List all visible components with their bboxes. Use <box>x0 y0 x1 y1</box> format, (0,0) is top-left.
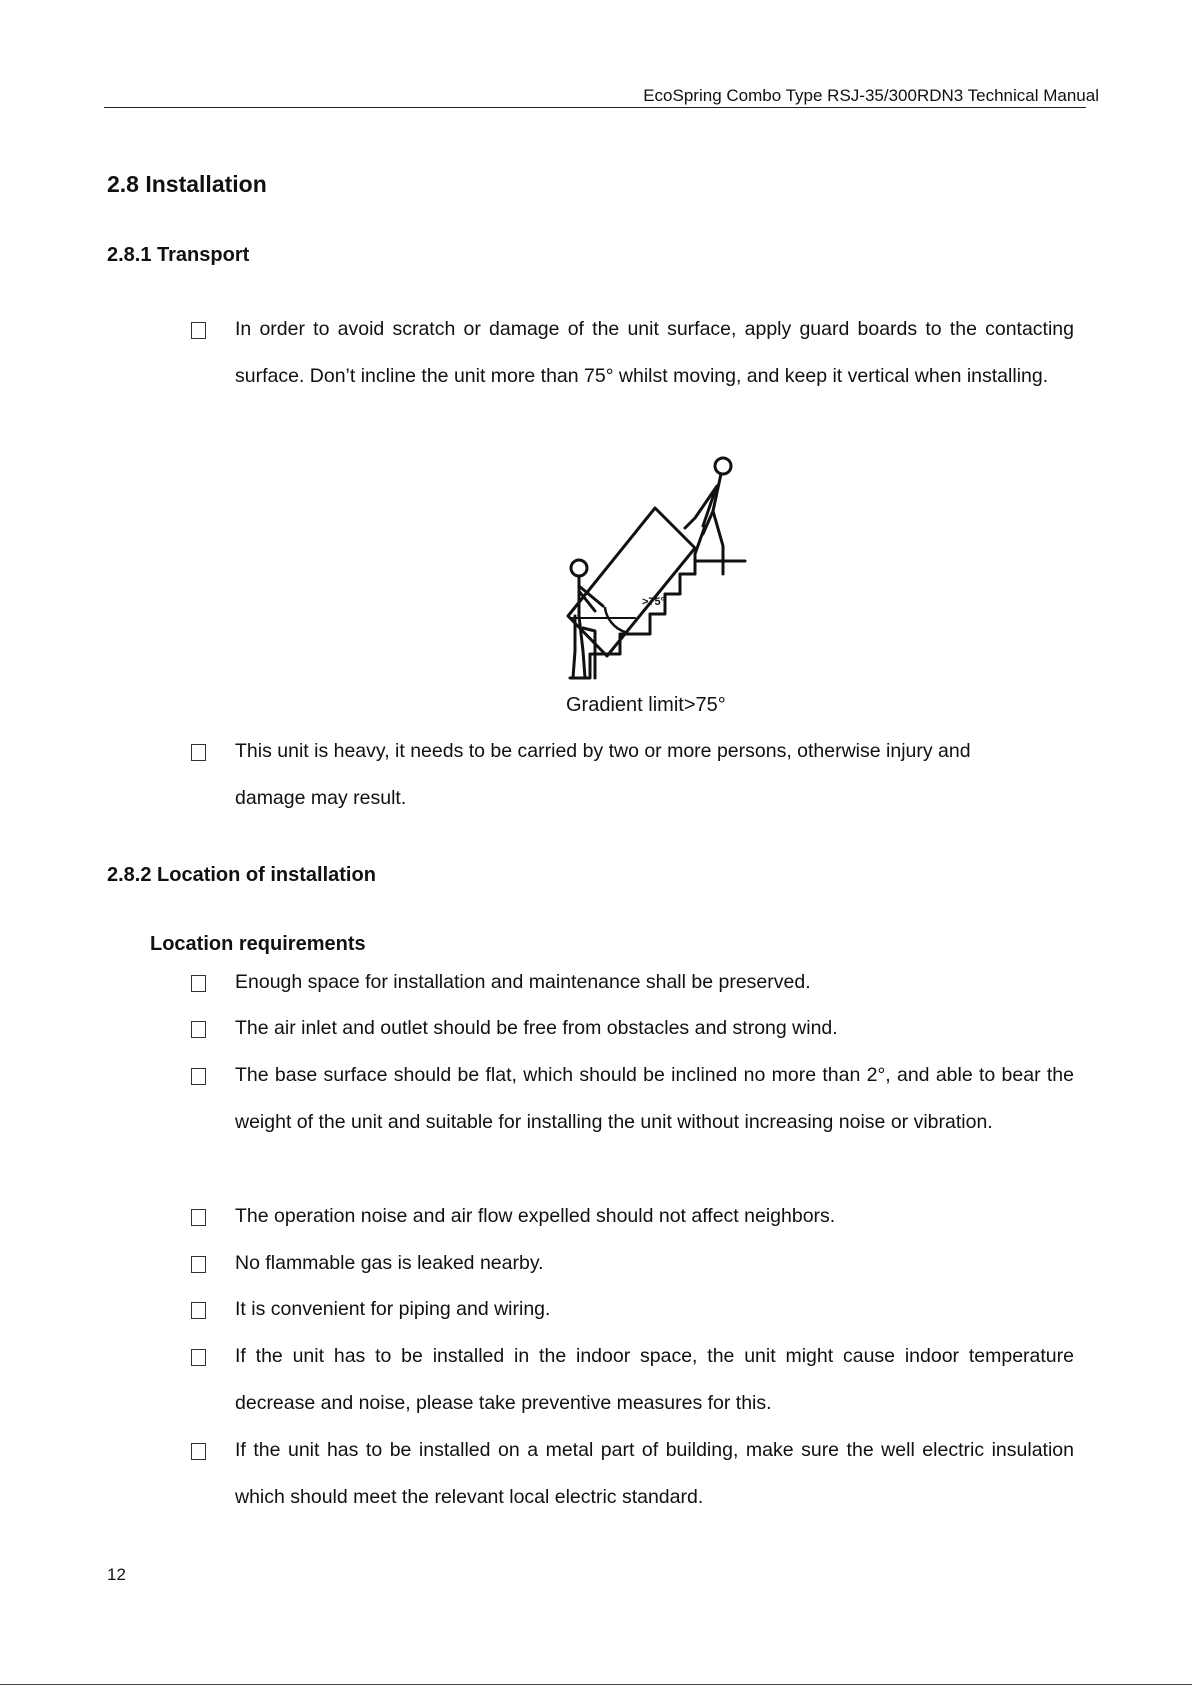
transport-item-2: This unit is heavy, it needs to be carried by two or more persons, otherwise injury and damage may result. <box>235 740 971 809</box>
header-divider <box>104 107 1086 108</box>
location-item-4: The operation noise and air flow expelled should not affect neighbors. <box>235 1205 836 1227</box>
bullet-box-icon <box>191 322 206 339</box>
bullet-box-icon <box>191 1443 206 1460</box>
bullet-box-icon <box>191 975 206 992</box>
section-title: 2.8 Installation <box>107 171 267 197</box>
location-requirements-heading: Location requirements <box>150 933 366 955</box>
location-item-5: No flammable gas is leaked nearby. <box>235 1252 544 1274</box>
bullet-box-icon <box>191 1302 206 1319</box>
bullet-box-icon <box>191 1256 206 1273</box>
bullet-box-icon <box>191 1349 206 1366</box>
svg-text:>75°: >75° <box>642 596 666 608</box>
location-item-1: Enough space for installation and maintenance shall be preserved. <box>235 971 811 993</box>
header-title: EcoSpring Combo Type RSJ-35/300RDN3 Technical Manual <box>643 86 1099 105</box>
bullet-box-icon <box>191 744 206 761</box>
bullet-box-icon <box>191 1068 206 1085</box>
location-item-3: The base surface should be flat, which should be inclined no more than 2°, and able to bear the weight of the unit and suitable for installing the unit without increasing noise or vibration. <box>235 1064 1074 1133</box>
location-item-6: It is convenient for piping and wiring. <box>235 1298 551 1320</box>
transport-heading: 2.8.1 Transport <box>107 244 250 266</box>
location-item-8: If the unit has to be installed on a metal part of building, make sure the well electric insulation which should meet the relevant local electric standard. <box>235 1439 1074 1508</box>
page-number: 12 <box>107 1565 126 1584</box>
angle-label <box>640 590 680 612</box>
location-heading: 2.8.2 Location of installation <box>107 864 376 886</box>
transport-item-1: In order to avoid scratch or damage of the unit surface, apply guard boards to the contacting surface. Don’t incline the unit more than 75° whilst moving, and keep it vertical when installing. <box>235 318 1074 387</box>
bullet-box-icon <box>191 1021 206 1038</box>
bullet-box-icon <box>191 1209 206 1226</box>
figure-caption: Gradient limit>75° <box>566 694 726 716</box>
location-item-2: The air inlet and outlet should be free from obstacles and strong wind. <box>235 1017 838 1039</box>
transport-figure <box>545 456 755 681</box>
location-item-7: If the unit has to be installed in the indoor space, the unit might cause indoor temperature decrease and noise, please take preventive measures for this. <box>235 1345 1074 1414</box>
